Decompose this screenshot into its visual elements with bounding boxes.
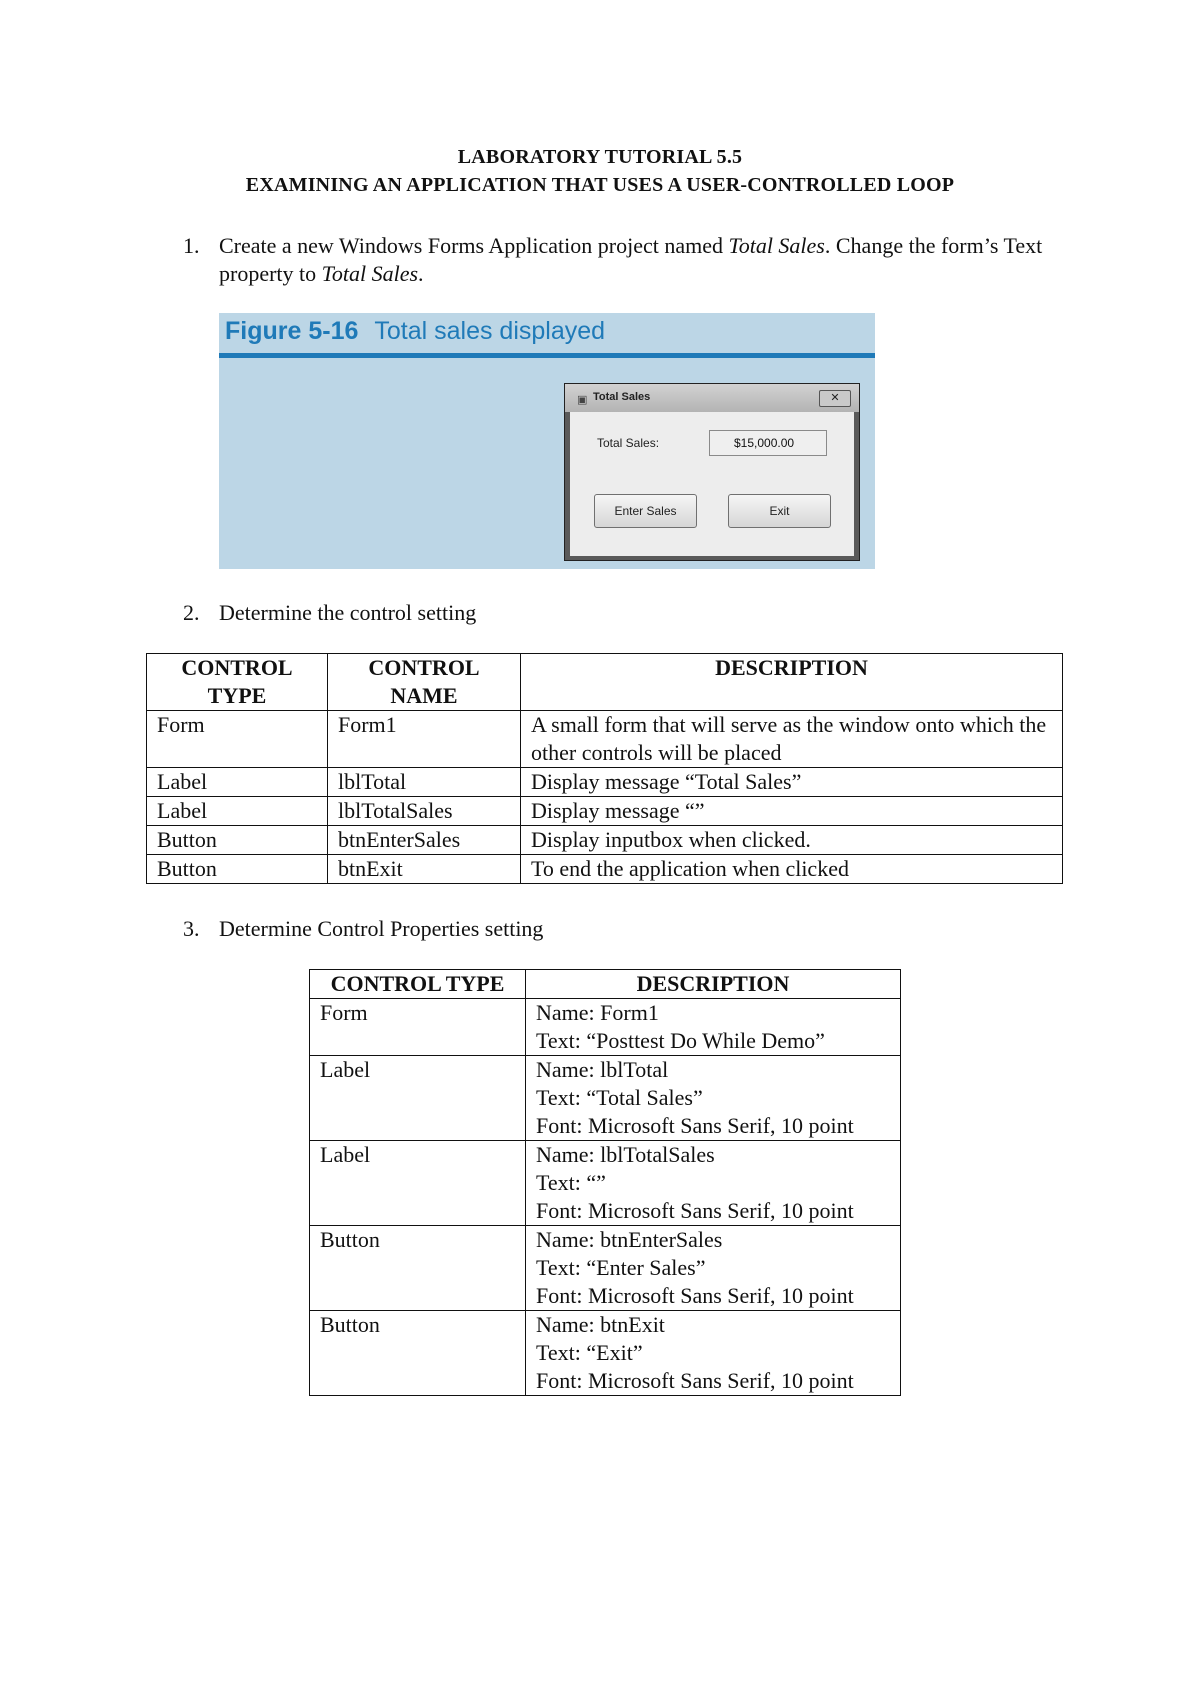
control-settings-table <box>146 653 1063 884</box>
property-line: Font: Microsoft Sans Serif, 10 point <box>536 1283 854 1308</box>
property-line: Font: Microsoft Sans Serif, 10 point <box>536 1198 854 1223</box>
figure-5-16 <box>219 313 875 569</box>
property-line: Font: Microsoft Sans Serif, 10 point <box>536 1113 854 1138</box>
property-line: Font: Microsoft Sans Serif, 10 point <box>536 1368 854 1393</box>
control-type-cell: Label <box>147 768 328 797</box>
description-cell: To end the application when clicked <box>521 855 1063 884</box>
property-line: Name: btnEnterSales <box>536 1227 723 1252</box>
description-cell: Display inputbox when clicked. <box>521 826 1063 855</box>
form-text-value: Total Sales <box>321 261 419 286</box>
property-line: Text: “Enter Sales” <box>536 1255 706 1280</box>
step-number: 1. <box>183 233 200 258</box>
close-button[interactable]: ✕ <box>819 390 851 407</box>
enter-sales-button[interactable]: Enter Sales <box>594 494 697 528</box>
property-line: Text: “Posttest Do While Demo” <box>536 1028 825 1053</box>
column-header: CONTROL TYPE <box>310 970 526 999</box>
control-type-cell: Button <box>310 1226 526 1311</box>
figure-caption: Total sales displayed <box>374 317 606 345</box>
table-row <box>147 826 1063 855</box>
description-cell: A small form that will serve as the window onto which the other controls will be placed <box>521 711 1063 768</box>
control-type-cell: Label <box>310 1056 526 1141</box>
total-sales-label: Total Sales: <box>597 436 660 450</box>
control-type-cell: Button <box>147 826 328 855</box>
control-name-cell: lblTotalSales <box>328 797 521 826</box>
total-sales-value: $15,000.00 <box>709 430 827 456</box>
description-cell <box>526 1226 901 1311</box>
control-type-cell: Button <box>310 1311 526 1396</box>
table-row <box>310 999 901 1056</box>
figure-rule <box>219 353 875 358</box>
control-type-cell: Button <box>147 855 328 884</box>
step-text <box>219 232 1059 288</box>
step-number: 3. <box>183 916 200 941</box>
control-name-cell: btnEnterSales <box>328 826 521 855</box>
property-line: Name: btnExit <box>536 1312 665 1337</box>
step-text-part: Create a new Windows Forms Application project named <box>219 233 729 258</box>
table-row <box>310 1141 901 1226</box>
description-cell <box>526 1311 901 1396</box>
table-row <box>147 768 1063 797</box>
control-properties-table <box>309 969 901 1396</box>
property-line: Text: “Exit” <box>536 1340 643 1365</box>
column-header: CONTROL TYPE <box>147 654 328 711</box>
figure-heading <box>225 317 605 346</box>
description-cell: Display message “” <box>521 797 1063 826</box>
table-header-row <box>310 970 901 999</box>
description-cell <box>526 1141 901 1226</box>
form-icon: ▣ <box>577 394 588 406</box>
property-line: Name: Form1 <box>536 1000 659 1025</box>
control-type-cell: Form <box>147 711 328 768</box>
step-text-part: . Change the form’s Text property to <box>219 233 1043 286</box>
description-cell <box>526 1056 901 1141</box>
window-title: Total Sales <box>593 391 651 403</box>
step-text-part: . <box>418 261 424 286</box>
table-row <box>147 711 1063 768</box>
table-row <box>310 1226 901 1311</box>
table-row <box>310 1311 901 1396</box>
step-text: Determine Control Properties setting <box>219 916 544 941</box>
step-number: 2. <box>183 600 200 625</box>
property-line: Name: lblTotalSales <box>536 1142 715 1167</box>
property-line: Text: “” <box>536 1170 606 1195</box>
control-type-cell: Label <box>310 1141 526 1226</box>
control-type-cell: Form <box>310 999 526 1056</box>
exit-button[interactable]: Exit <box>728 494 831 528</box>
control-name-cell: lblTotal <box>328 768 521 797</box>
document-title: LABORATORY TUTORIAL 5.5 <box>457 146 743 168</box>
property-line: Text: “Total Sales” <box>536 1085 703 1110</box>
figure-number: Figure 5-16 <box>225 317 359 345</box>
table-header-row <box>147 654 1063 711</box>
control-type-cell: Label <box>147 797 328 826</box>
table-row <box>147 797 1063 826</box>
table-row <box>310 1056 901 1141</box>
property-line: Name: lblTotal <box>536 1057 669 1082</box>
project-name: Total Sales <box>728 233 825 258</box>
column-header: DESCRIPTION <box>521 654 1063 711</box>
column-header: DESCRIPTION <box>526 970 901 999</box>
control-name-cell: btnExit <box>328 855 521 884</box>
window-titlebar <box>565 384 859 412</box>
table-row <box>147 855 1063 884</box>
step-text: Determine the control setting <box>219 600 477 625</box>
total-sales-window <box>564 383 860 561</box>
description-cell: Display message “Total Sales” <box>521 768 1063 797</box>
column-header: CONTROL NAME <box>328 654 521 711</box>
control-name-cell: Form1 <box>328 711 521 768</box>
window-body <box>570 412 854 556</box>
document-subtitle: EXAMINING AN APPLICATION THAT USES A USER-CONTROLLED LOOP <box>245 174 955 196</box>
description-cell <box>526 999 901 1056</box>
